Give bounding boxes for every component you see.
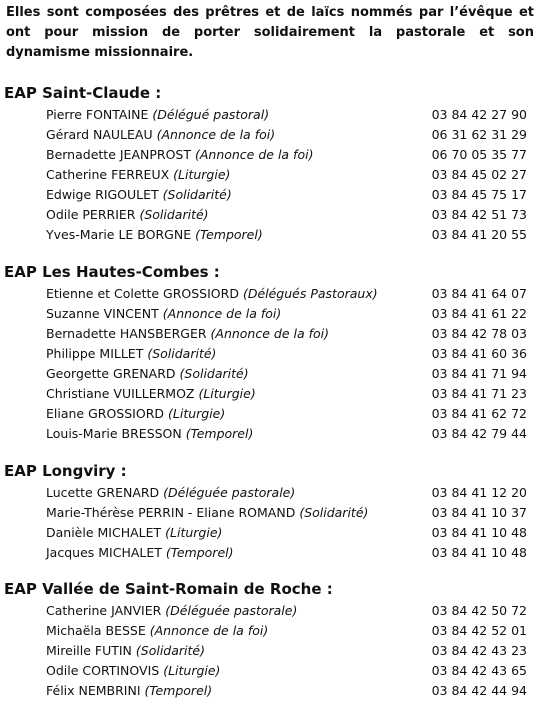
member-role: (Solidarité) <box>162 187 232 202</box>
member-name: Bernadette JEANPROST <box>46 147 191 162</box>
intro-paragraph <box>6 3 534 63</box>
member-role: (Annonce de la foi) <box>194 147 314 162</box>
member-phone: 03 84 42 51 73 <box>431 207 527 222</box>
member-row <box>0 483 543 503</box>
intro-line: dynamisme missionnaire. <box>6 45 194 60</box>
member-row <box>0 105 543 125</box>
member-phone: 03 84 45 75 17 <box>431 187 527 202</box>
member-phone: 03 84 42 78 03 <box>431 326 527 341</box>
member-phone: 03 84 41 71 23 <box>431 386 527 401</box>
member-role: (Annonce de la foi) <box>156 127 276 142</box>
member-role: (Déléguée pastorale) <box>165 603 298 618</box>
member-role: (Liturgie) <box>173 167 231 182</box>
member-role: (Solidarité) <box>139 207 209 222</box>
member-row <box>0 641 543 661</box>
member-role: (Déléguée pastorale) <box>163 485 296 500</box>
member-row <box>0 523 543 543</box>
member-name: Marie-Thérèse PERRIN - Eliane ROMAND <box>46 505 296 520</box>
member-role: (Annonce de la foi) <box>210 326 329 341</box>
member-name: Eliane GROSSIORD <box>46 406 165 421</box>
member-phone: 03 84 41 60 36 <box>431 346 527 361</box>
member-role: (Temporel) <box>185 426 254 441</box>
member-role: (Solidarité) <box>135 643 205 658</box>
member-name: Michaëla BESSE <box>46 623 146 638</box>
member-name: Odile CORTINOVIS <box>46 663 160 678</box>
member-row <box>0 165 543 185</box>
member-name: Georgette GRENARD <box>46 366 176 381</box>
member-name: Bernadette HANSBERGER <box>46 326 207 341</box>
member-phone: 03 84 41 62 72 <box>431 406 527 421</box>
member-row <box>0 424 543 444</box>
intro-line: Elles sont composées des prêtres et de laïcs nommés par l’évêque et <box>6 5 534 20</box>
member-row <box>0 364 543 384</box>
member-phone: 03 84 42 44 94 <box>431 683 527 698</box>
member-name: Gérard NAULEAU <box>46 127 153 142</box>
member-role: (Annonce de la foi) <box>162 306 282 321</box>
member-phone: 03 84 42 79 44 <box>431 426 527 441</box>
member-row <box>0 145 543 165</box>
member-phone: 03 84 41 61 22 <box>431 306 527 321</box>
section-title: EAP Longviry : <box>4 462 127 480</box>
member-role: (Temporel) <box>195 227 263 242</box>
member-name: Yves-Marie LE BORGNE <box>46 227 192 242</box>
member-row <box>0 661 543 681</box>
member-role: (Délégués Pastoraux) <box>242 286 378 301</box>
member-row <box>0 344 543 364</box>
member-name: Danièle MICHALET <box>46 525 162 540</box>
member-row <box>0 225 543 245</box>
member-phone: 03 84 42 27 90 <box>431 107 527 122</box>
member-name: Suzanne VINCENT <box>46 306 159 321</box>
member-role: (Délégué pastoral) <box>152 107 270 122</box>
member-phone: 03 84 42 43 65 <box>431 663 527 678</box>
member-role: (Liturgie) <box>198 386 256 401</box>
member-name: Etienne et Colette GROSSIORD <box>46 286 239 301</box>
member-row <box>0 324 543 344</box>
member-role: (Temporel) <box>165 545 234 560</box>
member-name: Catherine JANVIER <box>46 603 162 618</box>
member-role: (Solidarité) <box>147 346 217 361</box>
member-phone: 03 84 42 43 23 <box>431 643 527 658</box>
member-phone: 03 84 41 10 48 <box>431 545 527 560</box>
member-phone: 06 70 05 35 77 <box>431 147 527 162</box>
member-row <box>0 205 543 225</box>
member-name: Catherine FERREUX <box>46 167 170 182</box>
member-name: Mireille FUTIN <box>46 643 132 658</box>
member-role: (Solidarité) <box>179 366 249 381</box>
member-phone: 03 84 41 64 07 <box>431 286 527 301</box>
member-name: Jacques MICHALET <box>46 545 162 560</box>
member-phone: 03 84 42 52 01 <box>431 623 527 638</box>
member-role: (Annonce de la foi) <box>149 623 269 638</box>
member-row <box>0 601 543 621</box>
member-name: Lucette GRENARD <box>46 485 160 500</box>
member-phone: 03 84 41 71 94 <box>431 366 527 381</box>
member-row <box>0 404 543 424</box>
member-phone: 06 31 62 31 29 <box>431 127 527 142</box>
member-phone: 03 84 41 20 55 <box>431 227 527 242</box>
member-phone: 03 84 41 10 48 <box>431 525 527 540</box>
member-role: (Temporel) <box>144 683 213 698</box>
member-phone: 03 84 41 10 37 <box>431 505 527 520</box>
member-name: Félix NEMBRINI <box>46 683 141 698</box>
member-name: Odile PERRIER <box>46 207 136 222</box>
section-title: EAP Vallée de Saint-Romain de Roche : <box>4 580 333 598</box>
member-phone: 03 84 45 02 27 <box>431 167 527 182</box>
member-role: (Solidarité) <box>299 505 369 520</box>
intro-line: ont pour mission de porter solidairement la pastorale et son <box>6 25 534 40</box>
member-row <box>0 185 543 205</box>
member-name: Christiane VUILLERMOZ <box>46 386 195 401</box>
member-row <box>0 543 543 563</box>
section-title: EAP Les Hautes-Combes : <box>4 263 220 281</box>
member-row <box>0 125 543 145</box>
member-role: (Liturgie) <box>165 525 223 540</box>
member-phone: 03 84 41 12 20 <box>431 485 527 500</box>
member-row <box>0 304 543 324</box>
member-name: Louis-Marie BRESSON <box>46 426 182 441</box>
member-row <box>0 503 543 523</box>
member-row <box>0 621 543 641</box>
member-phone: 03 84 42 50 72 <box>431 603 527 618</box>
member-name: Pierre FONTAINE <box>46 107 149 122</box>
member-name: Philippe MILLET <box>46 346 144 361</box>
member-role: (Liturgie) <box>168 406 226 421</box>
member-row <box>0 384 543 404</box>
member-row <box>0 284 543 304</box>
member-row <box>0 681 543 701</box>
member-name: Edwige RIGOULET <box>46 187 159 202</box>
member-role: (Liturgie) <box>163 663 221 678</box>
section-title: EAP Saint-Claude : <box>4 84 162 102</box>
